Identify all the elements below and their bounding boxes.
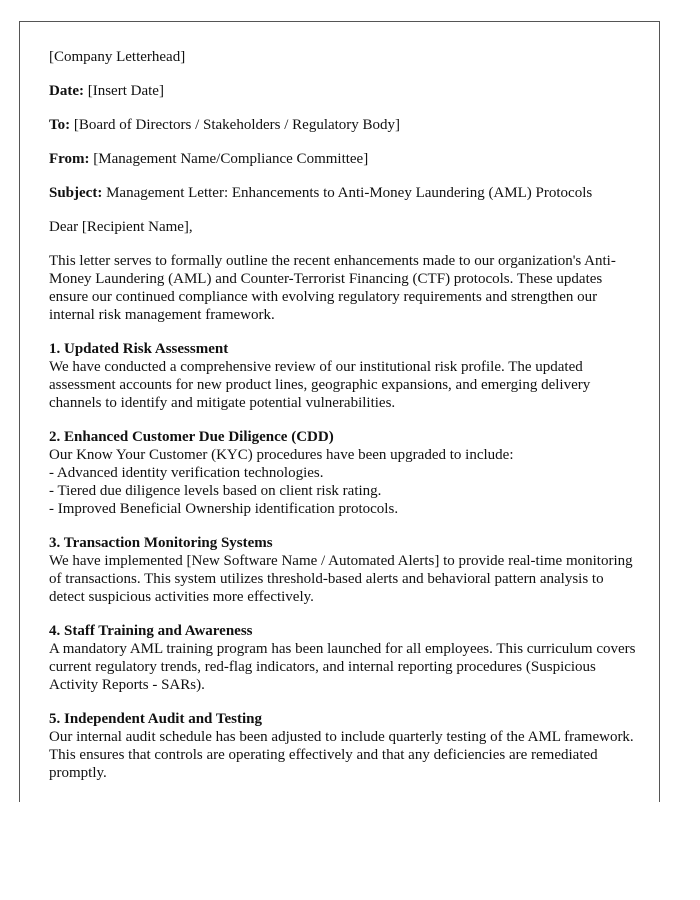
from-value: [Management Name/Compliance Committee] [93, 151, 369, 167]
list-item: - Tiered due diligence levels based on client risk rating. [49, 483, 382, 499]
section-title: 2. Enhanced Customer Due Diligence (CDD) [49, 429, 334, 445]
intro-paragraph: This letter serves to formally outline the recent enhancements made to our organization's Anti-Money Laundering (AML) and Counter-Terrorist Financing (CTF) protocols. These updates ensure our continued compliance with evolving regulatory requirements and strengthen our internal risk management framework. [49, 253, 616, 323]
section-transaction-monitoring [49, 534, 639, 606]
list-item: - Advanced identity verification technologies. [49, 465, 324, 481]
date-value: [Insert Date] [87, 83, 164, 99]
from-label: From: [49, 151, 90, 167]
section-risk-assessment [49, 340, 639, 412]
section-body: We have conducted a comprehensive review of our institutional risk profile. The updated assessment accounts for new product lines, geographic expansions, and emerging delivery channels to identify and mitigate potential vulnerabilities. [49, 359, 591, 411]
section-title: 4. Staff Training and Awareness [49, 623, 253, 639]
section-body: A mandatory AML training program has been launched for all employees. This curriculum covers current regulatory trends, red-flag indicators, and internal reporting procedures (Suspicious Activity Reports - SARs). [49, 641, 636, 693]
date-line [49, 82, 639, 100]
section-independent-audit [49, 710, 639, 782]
to-value: [Board of Directors / Stakeholders / Regulatory Body] [73, 117, 401, 133]
salutation: Dear [Recipient Name], [49, 219, 193, 235]
date-label: Date: [49, 83, 84, 99]
subject-line [49, 184, 639, 202]
letter-page [19, 21, 660, 802]
section-body: Our Know Your Customer (KYC) procedures have been upgraded to include: [49, 447, 514, 463]
to-line [49, 116, 639, 134]
from-line [49, 150, 639, 168]
to-label: To: [49, 117, 71, 133]
section-title: 5. Independent Audit and Testing [49, 711, 263, 727]
list-item: - Improved Beneficial Ownership identification protocols. [49, 501, 399, 517]
bullet-list [49, 464, 639, 518]
section-title: 1. Updated Risk Assessment [49, 341, 229, 357]
letter-content [49, 48, 639, 798]
section-customer-due-diligence [49, 428, 639, 518]
section-staff-training [49, 622, 639, 694]
section-title: 3. Transaction Monitoring Systems [49, 535, 273, 551]
section-body: We have implemented [New Software Name / Automated Alerts] to provide real-time monitoring of transactions. This system utilizes threshold-based alerts and behavioral pattern analysis to detect suspicious activities more effectively. [49, 553, 633, 605]
letterhead: [Company Letterhead] [49, 49, 186, 65]
subject-value: Management Letter: Enhancements to Anti-Money Laundering (AML) Protocols [106, 185, 593, 201]
subject-label: Subject: [49, 185, 103, 201]
section-body: Our internal audit schedule has been adjusted to include quarterly testing of the AML framework. This ensures that controls are operating effectively and that any deficiencies are remediated promptly. [49, 729, 634, 781]
